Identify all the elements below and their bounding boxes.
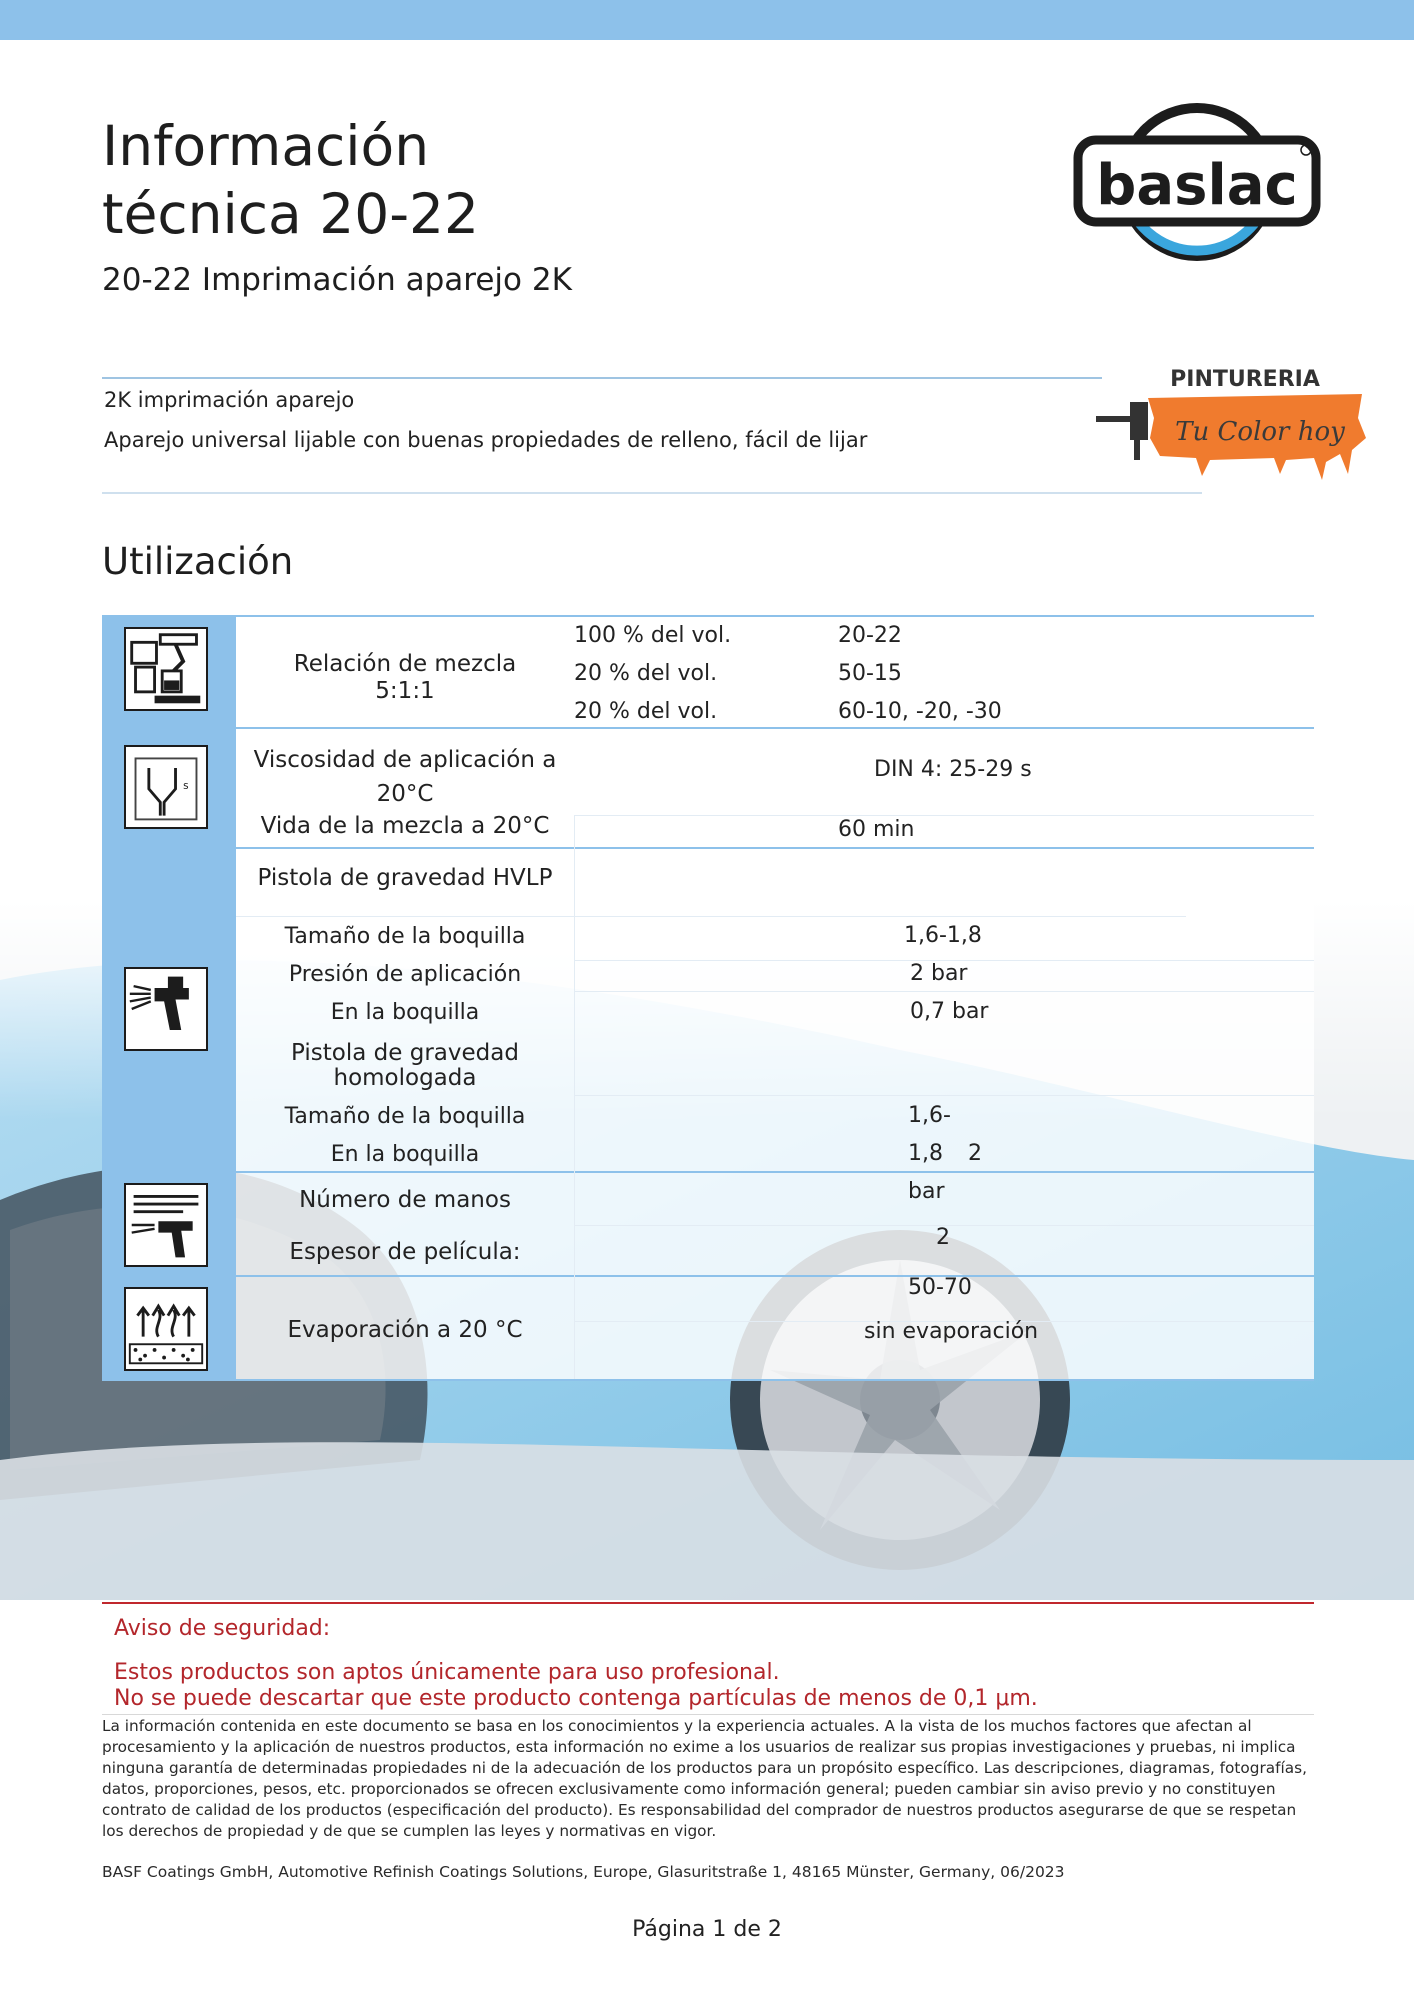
homologated-gun-label xyxy=(236,1041,574,1091)
mix-row-1-product: 20-22 xyxy=(838,623,902,648)
nozzle-size-2-value: 1,6- xyxy=(908,1103,951,1128)
table-bottom-line xyxy=(236,1379,1314,1381)
at-nozzle-2-value-b: 2 xyxy=(968,1141,982,1166)
row-divider-spray xyxy=(236,1171,1314,1173)
mix-row-3-product: 60-10, -20, -30 xyxy=(838,699,1002,724)
page-subtitle: 20-22 Imprimación aparejo 2K xyxy=(102,262,572,298)
flash-off-value: sin evaporación xyxy=(864,1319,1039,1344)
viscosity-cup-icon xyxy=(124,745,208,829)
at-nozzle-2-label: En la boquilla xyxy=(330,1142,480,1167)
grid-line xyxy=(574,815,1314,816)
pintureria-logo-title: PINTURERIA xyxy=(1170,367,1320,392)
page-title-line2: técnica 20-22 xyxy=(102,182,480,246)
page-title-line1: Información xyxy=(102,114,430,178)
pintureria-logo-script: Tu Color hoy xyxy=(1175,417,1345,447)
spray-coats-icon xyxy=(124,1183,208,1267)
legal-disclaimer: La información contenida en este documento se basa en los conocimientos y la experiencia actuales. A la vista de los muchos factores que afectan al procesamiento y la aplicación de nuestros productos, esta información no exime a los usuarios de realizar sus propias investigaciones y pruebas, ni implica ninguna garantía de determinadas propiedades ni de la adecuación de los productos para un propósito específico. Las descripciones, diagramas, fotografías, datos, proporciones, pesos, etc. proporcionados se ofrecen exclusivamente como información general; pueden cambiar sin aviso previo y no constituyen contrato de calidad de los productos (especificación del producto). Es responsabilidad del comprador de nuestros productos asegurarse de que se respetan los derechos de propiedad y de que se cumplen las leyes y normativas en vigor. xyxy=(102,1717,1307,1840)
safety-notice-divider xyxy=(102,1714,1314,1715)
pressure-unit-bar: bar xyxy=(908,1179,945,1204)
homologated-gun-label-line2: homologada xyxy=(333,1065,477,1091)
usage-table xyxy=(102,615,1314,1381)
grid-vertical xyxy=(574,815,575,1379)
usage-data-area xyxy=(236,615,1314,1381)
nozzle-size-value: 1,6-1,8 xyxy=(904,923,982,948)
mix-row-2-percent: 20 % del vol. xyxy=(574,661,718,686)
viscosity-label xyxy=(236,743,574,811)
mix-row-2-product: 50-15 xyxy=(838,661,902,686)
safety-notice-line-1: Estos productos son aptos únicamente para uso profesional. xyxy=(114,1660,780,1685)
row-divider-coats xyxy=(236,1275,1314,1277)
grid-line xyxy=(574,991,1314,992)
page-number: Página 1 de 2 xyxy=(632,1917,782,1942)
application-pressure-value: 2 bar xyxy=(910,961,968,986)
nozzle-size-2-label: Tamaño de la boquilla xyxy=(284,1104,526,1129)
row-divider-mix xyxy=(236,727,1314,729)
film-thickness-label: Espesor de película: xyxy=(289,1239,521,1265)
viscosity-value: DIN 4: 25-29 s xyxy=(874,757,1032,782)
pot-life-value: 60 min xyxy=(838,817,915,842)
flash-off-icon xyxy=(124,1287,208,1371)
grid-line xyxy=(574,1095,1314,1096)
row-divider-viscosity xyxy=(236,847,1314,849)
grid-line xyxy=(236,916,1186,917)
hvlp-gun-label: Pistola de gravedad HVLP xyxy=(257,865,553,891)
top-color-bar xyxy=(0,0,1414,40)
safety-notice-title: Aviso de seguridad: xyxy=(114,1616,331,1641)
mix-row-1-percent: 100 % del vol. xyxy=(574,623,732,648)
homologated-gun-label-line1: Pistola de gravedad xyxy=(291,1040,519,1066)
safety-notice xyxy=(102,1602,1314,1712)
usage-section-title: Utilización xyxy=(102,540,294,583)
film-thickness-value: 50-70 xyxy=(908,1275,972,1300)
coats-label: Número de manos xyxy=(299,1187,511,1213)
at-nozzle-value: 0,7 bar xyxy=(910,999,989,1024)
mix-row-3-percent: 20 % del vol. xyxy=(574,699,718,724)
flash-off-label: Evaporación a 20 °C xyxy=(287,1317,523,1343)
pot-life-label: Vida de la mezcla a 20°C xyxy=(260,813,550,839)
mix-ratio-label-line2: 5:1:1 xyxy=(375,678,435,704)
viscosity-label-line1: Viscosidad de aplicación a xyxy=(253,747,557,773)
application-pressure-label: Presión de aplicación xyxy=(288,962,522,987)
mix-ratio-label xyxy=(236,651,574,705)
at-nozzle-label: En la boquilla xyxy=(330,1000,480,1025)
mix-ratio-label-line1: Relación de mezcla xyxy=(293,651,517,677)
safety-notice-line-2: No se puede descartar que este producto contenga partículas de menos de 0,1 μm. xyxy=(114,1686,1038,1711)
page-title xyxy=(102,112,479,248)
company-address: BASF Coatings GmbH, Automotive Refinish Coatings Solutions, Europe, Glasuritstraße 1, 48165 Münster, Germany, 06/2023 xyxy=(102,1863,1065,1881)
intro-bottom-divider xyxy=(102,492,1202,494)
spray-gun-icon xyxy=(124,967,208,1051)
baslac-logo xyxy=(1072,100,1322,265)
table-top-line xyxy=(236,615,1314,617)
pintureria-logo xyxy=(1090,358,1380,488)
viscosity-label-line2: 20°C xyxy=(376,781,434,807)
intro-top-divider xyxy=(102,377,1102,379)
nozzle-size-label: Tamaño de la boquilla xyxy=(284,924,526,949)
coats-value: 2 xyxy=(936,1225,950,1250)
mixing-ratio-icon xyxy=(124,627,208,711)
baslac-logo-text: baslac xyxy=(1096,153,1298,218)
intro-line-2: Aparejo universal lijable con buenas propiedades de relleno, fácil de lijar xyxy=(104,428,868,452)
svg-text:s: s xyxy=(183,779,189,792)
at-nozzle-2-value-a: 1,8 xyxy=(908,1141,943,1166)
intro-line-1: 2K imprimación aparejo xyxy=(104,388,355,412)
